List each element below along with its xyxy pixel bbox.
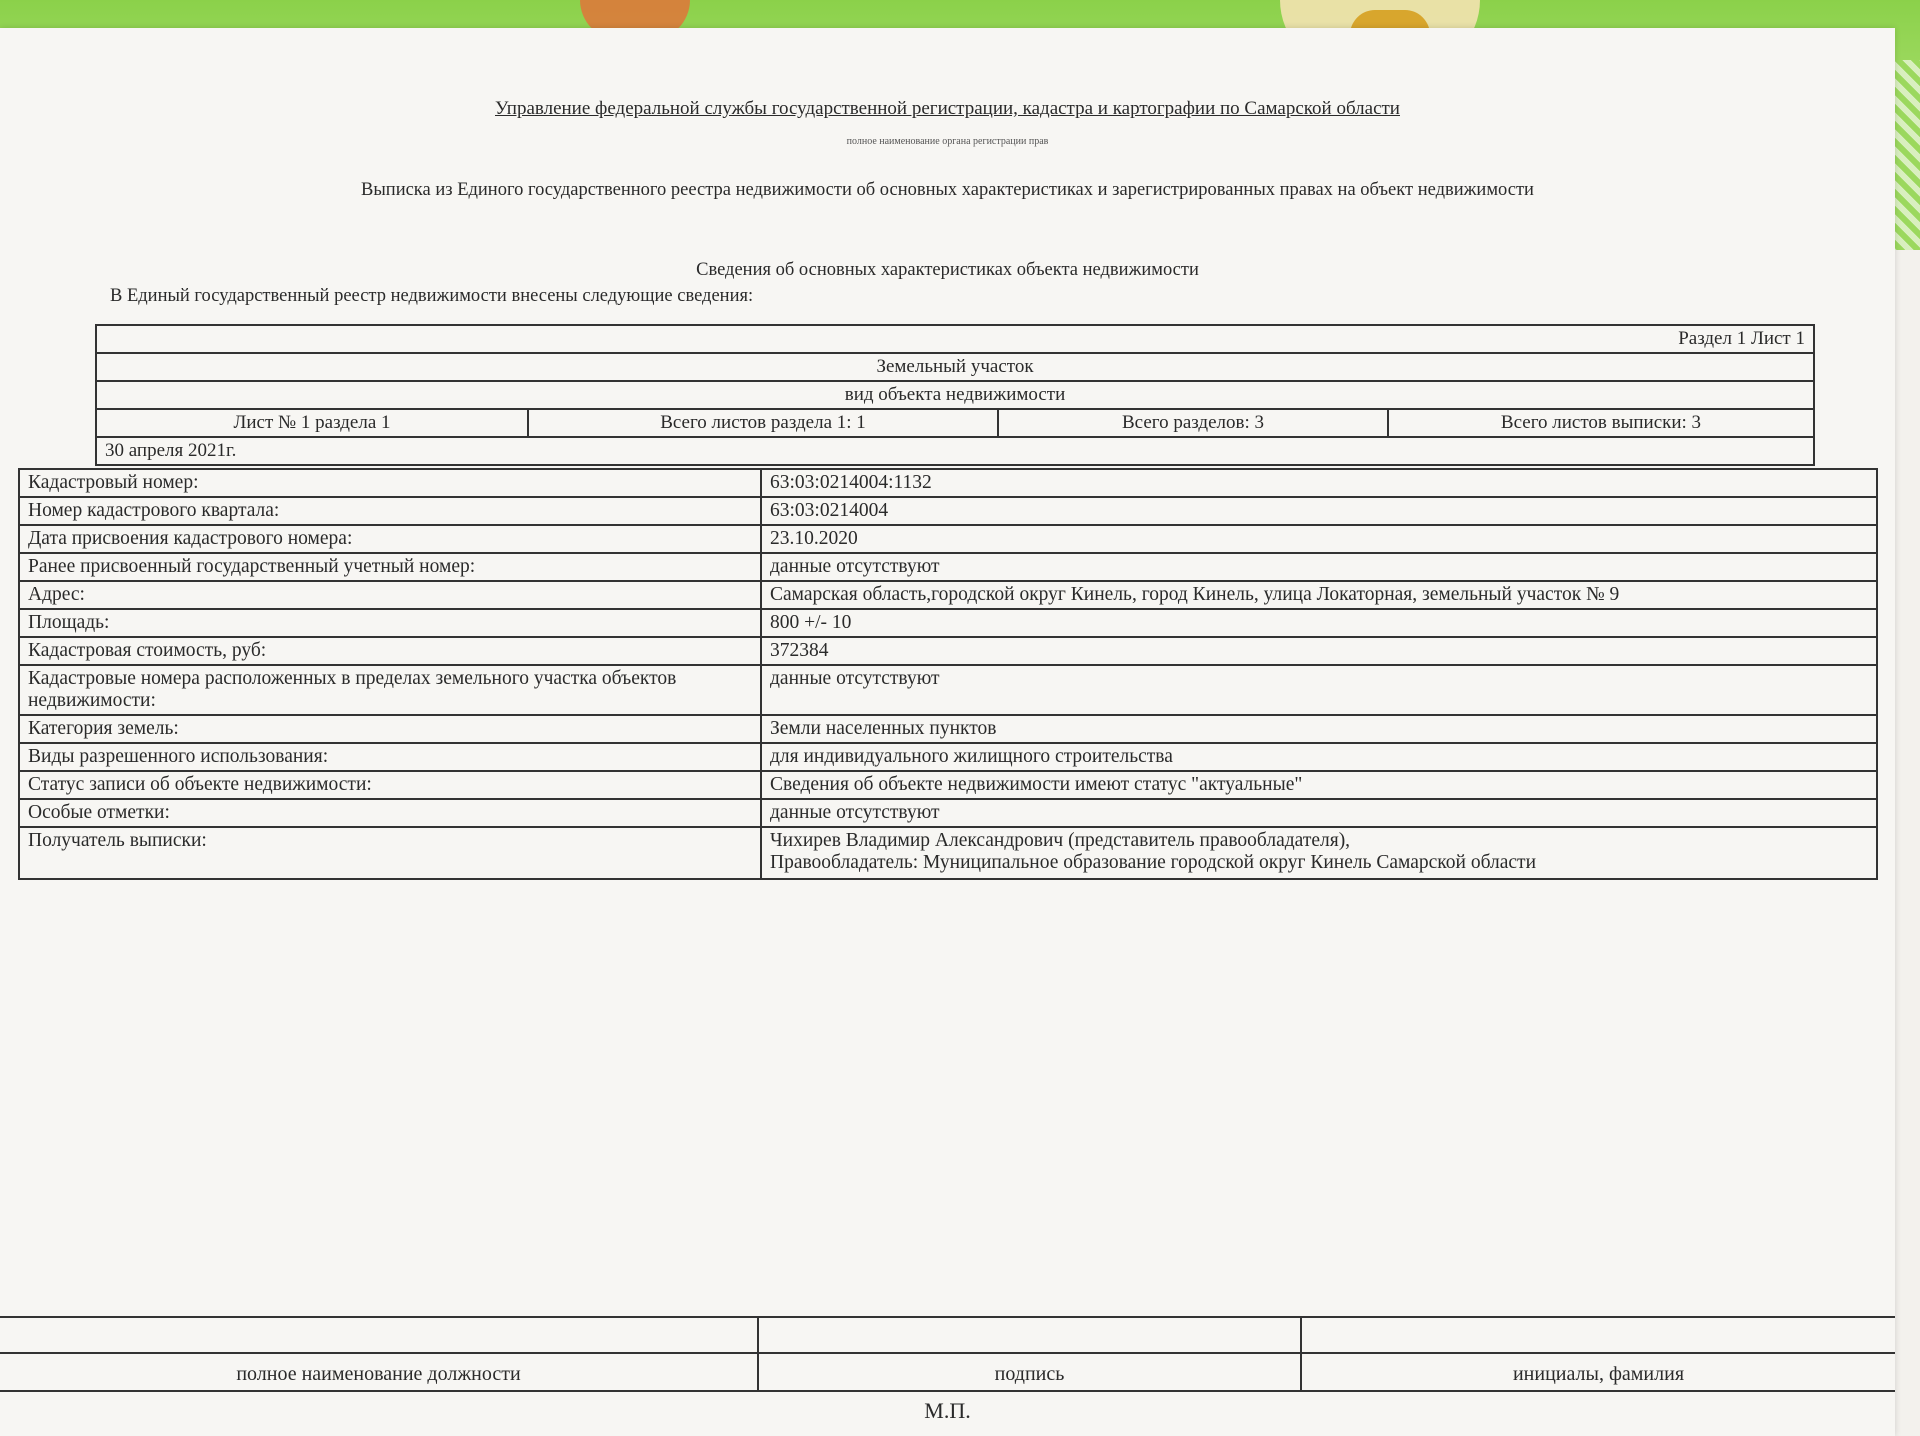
field-label: Дата присвоения кадастрового номера: xyxy=(28,528,353,549)
field-label: Кадастровый номер: xyxy=(28,472,199,493)
field-value: данные отсутствуют xyxy=(760,554,1876,580)
total-sections: Всего разделов: 3 xyxy=(997,410,1387,436)
field-label: Адрес: xyxy=(28,584,85,605)
document-title: Выписка из Единого государственного реестра недвижимости об основных характеристиках и зарегистрированных правах на объект недвижимости xyxy=(361,180,1534,200)
owner-line: Правообладатель: Муниципальное образование городской округ Кинель Самарской области xyxy=(770,852,1537,873)
name-caption: инициалы, фамилия xyxy=(1512,1363,1685,1385)
total-sheets-extract: Всего листов выписки: 3 xyxy=(1387,410,1813,436)
table-row xyxy=(20,772,1876,800)
field-value: Сведения об объекте недвижимости имеют статус "актуальные" xyxy=(760,772,1876,798)
org-name-caption: полное наименование органа регистрации прав xyxy=(846,136,1049,147)
header-table xyxy=(95,324,1815,466)
object-type-caption-row xyxy=(97,382,1813,410)
sheet-info-row xyxy=(97,410,1813,438)
field-label: Особые отметки: xyxy=(28,802,170,823)
signature-table xyxy=(0,1316,1895,1392)
document-page xyxy=(0,28,1895,1436)
field-value: 63:03:0214004:1132 xyxy=(760,470,1876,496)
recipient-line: Чихирев Владимир Александрович (представитель правообладателя), xyxy=(770,830,1351,851)
total-sheets-section: Всего листов раздела 1: 1 xyxy=(527,410,997,436)
section-sheet-row xyxy=(97,326,1813,354)
sheet-number: Лист № 1 раздела 1 xyxy=(233,412,391,433)
table-row xyxy=(20,610,1876,638)
field-label: Площадь: xyxy=(28,612,110,633)
field-value: 372384 xyxy=(760,638,1876,664)
characteristics-table xyxy=(18,468,1878,880)
field-label: Получатель выписки: xyxy=(28,830,207,851)
field-value: для индивидуального жилищного строительства xyxy=(760,744,1876,770)
table-row xyxy=(20,498,1876,526)
object-type-row xyxy=(97,354,1813,382)
field-value: Самарская область,городской округ Кинель, город Кинель, улица Локаторная, земельный участок № 9 xyxy=(760,582,1876,608)
field-value: данные отсутствуют xyxy=(760,666,1876,714)
field-label: Кадастровые номера расположенных в пределах земельного участка объектов недвижимости: xyxy=(28,668,677,711)
table-row xyxy=(20,582,1876,610)
field-label: Категория земель: xyxy=(28,718,179,739)
field-label: Ранее присвоенный государственный учетный номер: xyxy=(28,556,476,577)
field-value xyxy=(760,828,1876,878)
signature-cell xyxy=(757,1318,1300,1390)
position-cell xyxy=(0,1318,757,1390)
object-type-caption: вид объекта недвижимости xyxy=(844,384,1066,405)
section-title: Сведения об основных характеристиках объекта недвижимости xyxy=(696,260,1199,280)
field-label: Кадастровая стоимость, руб: xyxy=(28,640,267,661)
object-type: Земельный участок xyxy=(876,356,1034,377)
field-label: Статус записи об объекте недвижимости: xyxy=(28,774,372,795)
table-row xyxy=(20,716,1876,744)
field-label: Виды разрешенного использования: xyxy=(28,746,329,767)
position-caption: полное наименование должности xyxy=(236,1363,521,1385)
field-value: 23.10.2020 xyxy=(760,526,1876,552)
section-sheet: Раздел 1 Лист 1 xyxy=(1678,328,1805,349)
field-label: Номер кадастрового квартала: xyxy=(28,500,280,521)
table-row xyxy=(20,744,1876,772)
table-row xyxy=(20,554,1876,582)
name-cell xyxy=(1300,1318,1895,1390)
date-row xyxy=(97,438,1813,464)
extract-date: 30 апреля 2021г. xyxy=(105,440,237,461)
org-name: Управление федеральной службы государственной регистрации, кадастра и картографии по Самарской области xyxy=(495,98,1400,119)
field-value: Земли населенных пунктов xyxy=(760,716,1876,742)
table-row xyxy=(20,638,1876,666)
table-row xyxy=(20,470,1876,498)
table-row xyxy=(20,526,1876,554)
field-value: данные отсутствуют xyxy=(760,800,1876,826)
stamp-place: М.П. xyxy=(924,1398,971,1423)
table-row xyxy=(20,666,1876,716)
signature-caption: подпись xyxy=(994,1363,1065,1385)
section-intro: В Единый государственный реестр недвижимости внесены следующие сведения: xyxy=(110,286,754,306)
field-value: 63:03:0214004 xyxy=(760,498,1876,524)
table-row xyxy=(20,800,1876,828)
table-row xyxy=(20,828,1876,878)
field-value: 800 +/- 10 xyxy=(760,610,1876,636)
